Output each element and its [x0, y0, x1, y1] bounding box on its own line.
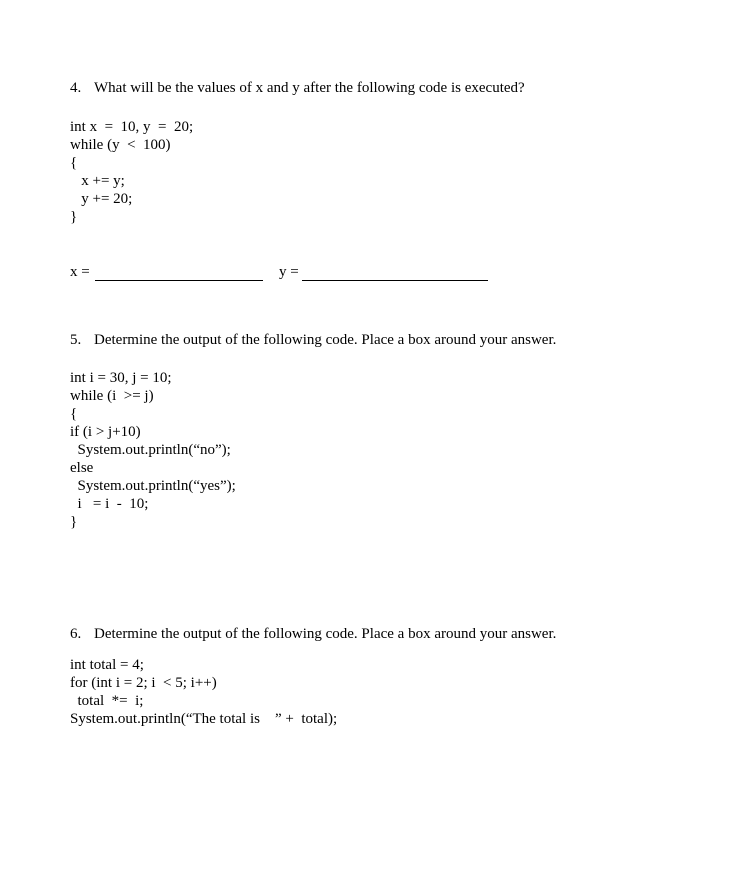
question-4-prompt [70, 80, 525, 97]
q5-code-line: System.out.println(“yes”); [70, 478, 236, 494]
q5-code-line: System.out.println(“no”); [70, 442, 231, 458]
q4-code-line: y += 20; [70, 191, 133, 207]
q5-code-line: int i = 30, j = 10; [70, 370, 172, 386]
question-6-number: 6. [70, 626, 82, 642]
q6-code-line: int total = 4; [70, 657, 144, 673]
q5-code-line: while (i >= j) [70, 388, 154, 404]
question-4-number: 4. [70, 80, 82, 96]
q5-code-line: { [70, 406, 78, 422]
question-5-number: 5. [70, 332, 82, 348]
question-6-prompt [70, 626, 556, 643]
answer-y-label: y = [279, 264, 299, 280]
q4-code-line: while (y < 100) [70, 137, 171, 153]
q4-code-line: x += y; [70, 173, 125, 189]
q4-code-line: int x = 10, y = 20; [70, 119, 194, 135]
q4-code-line: { [70, 155, 78, 171]
answer-y-blank[interactable] [302, 266, 488, 281]
answer-x-blank[interactable] [95, 266, 263, 281]
q6-code-line: for (int i = 2; i < 5; i++) [70, 675, 217, 691]
q5-code-line: i = i - 10; [70, 496, 149, 512]
q5-code-line: } [70, 514, 78, 530]
question-5-prompt [70, 332, 556, 349]
question-5-text: Determine the output of the following code. Place a box around your answer. [94, 332, 557, 348]
answer-x-label: x = [70, 264, 90, 280]
q4-code-line: } [70, 209, 78, 225]
question-4-text: What will be the values of x and y after the following code is executed? [94, 80, 525, 96]
question-6-text: Determine the output of the following code. Place a box around your answer. [94, 626, 557, 642]
q5-code-line: else [70, 460, 94, 476]
q6-code-line: System.out.println(“The total is ” + total); [70, 711, 338, 727]
q5-code-line: if (i > j+10) [70, 424, 141, 440]
q6-code-line: total *= i; [70, 693, 144, 709]
